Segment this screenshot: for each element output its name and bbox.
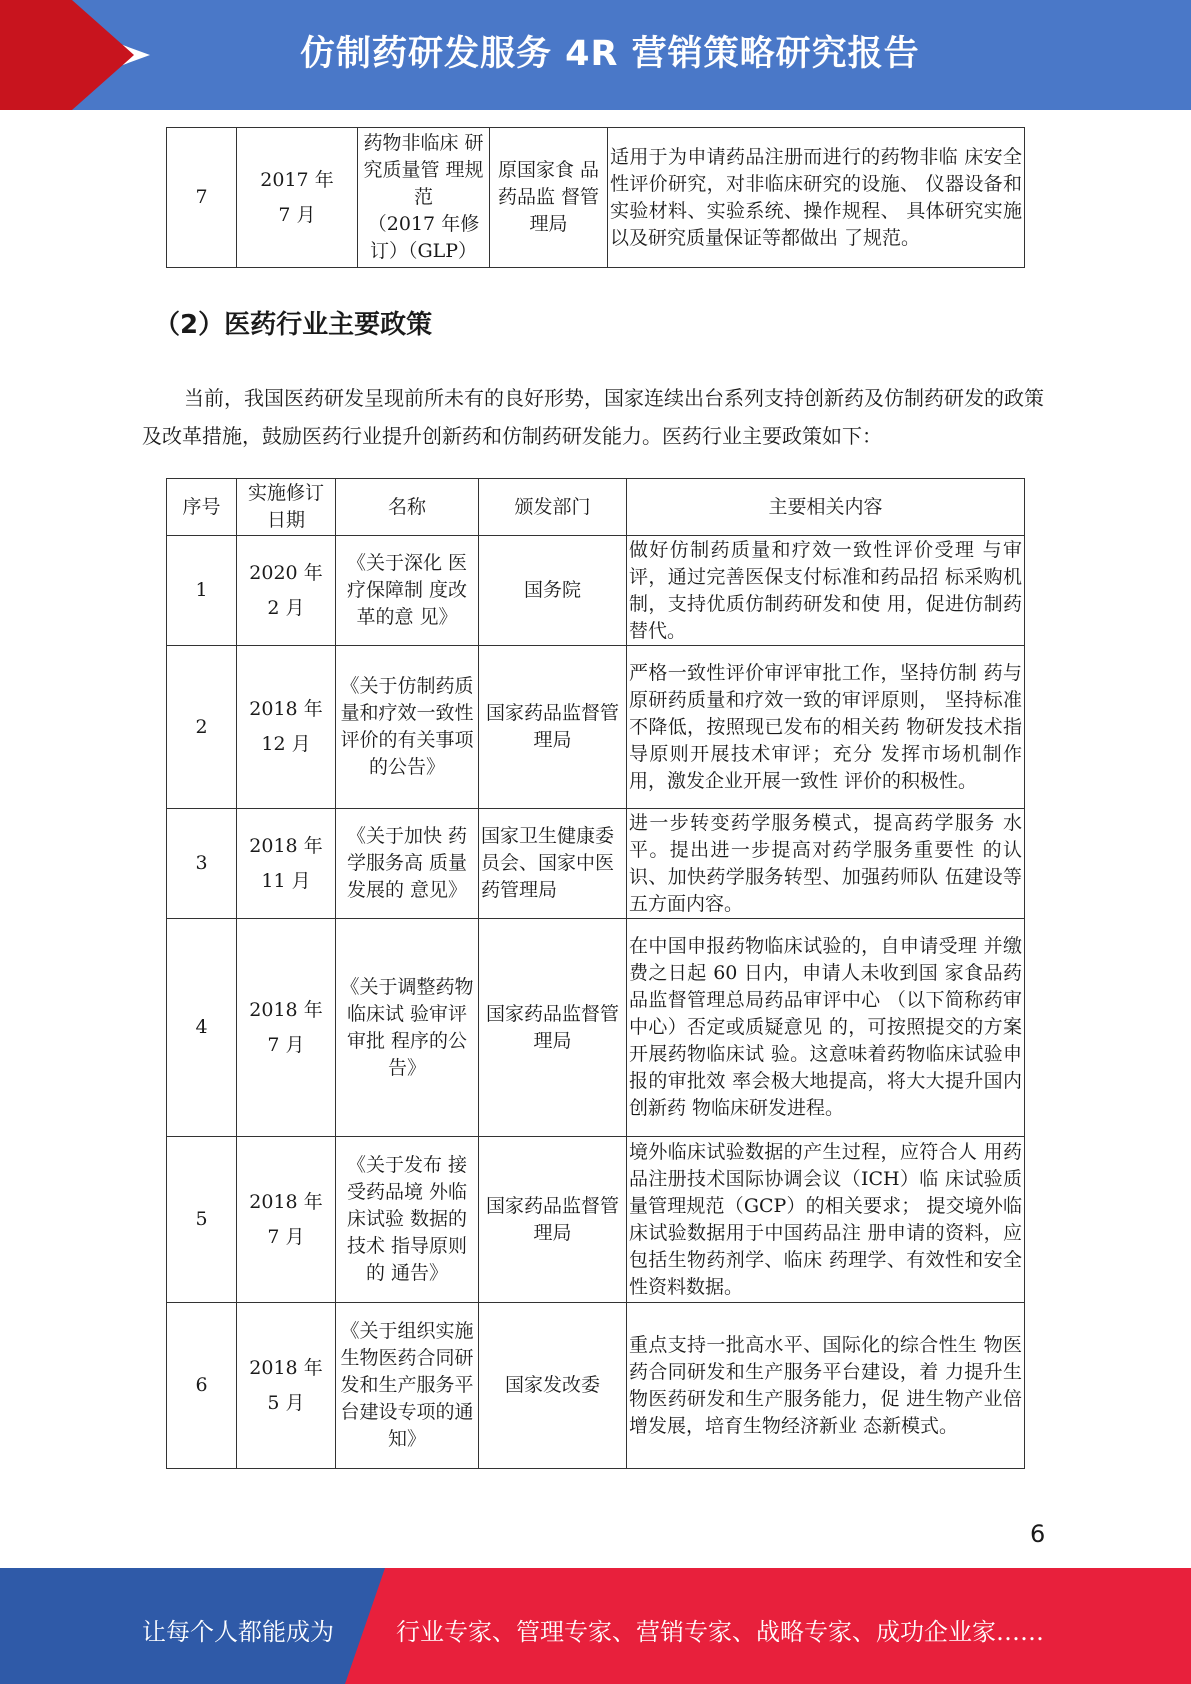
- row-content: 在中国申报药物临床试验的，自申请受理 并缴费之日起 60 日内，申请人未收到国 家食品药品监督管理总局药品审评中心 （以下简称药审中心）否定或质疑意见 的，可按照提交的方案开展药物临床试 验。这意味着药物临床试验申报的审批效 率会极大地提高，将大大提升国内创新药 物临床研发进程。: [627, 919, 1025, 1137]
- row-content: 适用于为申请药品注册而进行的药物非临 床安全性评价研究，对非临床研究的设施、 仪器设备和实验材料、实验系统、操作规程、 具体研究实施以及研究质量保证等都做出 了规范。: [608, 128, 1025, 268]
- row-number: 1: [167, 536, 237, 646]
- page-footer: [0, 1568, 1191, 1684]
- row-department: 国务院: [479, 536, 627, 646]
- regulation-table-continued: [166, 127, 1025, 268]
- column-header: 主要相关内容: [627, 479, 1025, 536]
- table-row: [167, 536, 1025, 646]
- section-title: （2）医药行业主要政策: [154, 310, 433, 340]
- table-header-row: [167, 479, 1025, 536]
- row-number: 4: [167, 919, 237, 1137]
- page-number: 6: [1030, 1520, 1046, 1548]
- row-name: 《关于仿制药质量和疗效一致性评价的有关事项的公告》: [336, 646, 479, 809]
- policy-table: [166, 478, 1025, 1469]
- row-department: 国家卫生健康委员会、国家中医药管理局: [479, 809, 627, 919]
- row-number: 3: [167, 809, 237, 919]
- column-header: 颁发部门: [479, 479, 627, 536]
- table-row: [167, 1137, 1025, 1303]
- row-date: 2018 年 7 月: [237, 919, 336, 1137]
- row-department: 国家发改委: [479, 1303, 627, 1469]
- header-red-arrow: [72, 0, 134, 110]
- row-department: 国家药品监督管理局: [479, 919, 627, 1137]
- row-date: 2018 年 11 月: [237, 809, 336, 919]
- row-content: 进一步转变药学服务模式，提高药学服务 水平。提出进一步提高对药学服务重要性 的认识、加快药学服务转型、加强药师队 伍建设等五方面内容。: [627, 809, 1025, 919]
- row-name: 《关于深化 医疗保障制 度改革的意 见》: [336, 536, 479, 646]
- table-row: [167, 809, 1025, 919]
- intro-paragraph: 当前，我国医药研发呈现前所未有的良好形势，国家连续出台系列支持创新药及仿制药研发的政策及改革措施，鼓励医药行业提升创新药和仿制药研发能力。医药行业主要政策如下：: [142, 386, 1044, 448]
- page-header: [0, 0, 1191, 110]
- report-title: 仿制药研发服务 4R 营销策略研究报告: [300, 34, 920, 74]
- row-department: 国家药品监督管理局: [479, 1137, 627, 1303]
- row-department: 原国家食 品药品监 督管理局: [490, 128, 608, 268]
- row-department: 国家药品监督管理局: [479, 646, 627, 809]
- column-header: 名称: [336, 479, 479, 536]
- row-number: 6: [167, 1303, 237, 1469]
- row-date: 2020 年 2 月: [237, 536, 336, 646]
- row-name: 《关于加快 药学服务高 质量发展的 意见》: [336, 809, 479, 919]
- row-name: 《关于调整药物临床试 验审评审批 程序的公告》: [336, 919, 479, 1137]
- table-row: [167, 128, 1025, 268]
- row-date: 2018 年 5 月: [237, 1303, 336, 1469]
- row-name: 药物非临床 研究质量管 理规范 （2017 年修订）（GLP）: [358, 128, 490, 268]
- row-number: 2: [167, 646, 237, 809]
- row-date: 2017 年 7 月: [237, 128, 358, 268]
- row-content: 境外临床试验数据的产生过程，应符合人 用药品注册技术国际协调会议（ICH）临 床试验质量管理规范（GCP）的相关要求； 提交境外临床试验数据用于中国药品注 册申请的资料，应包括生物药剂学、临床 药理学、有效性和安全性资料数据。: [627, 1137, 1025, 1303]
- row-number: 5: [167, 1137, 237, 1303]
- row-content: 严格一致性评价审评审批工作，坚持仿制 药与原研药质量和疗效一致的审评原则， 坚持标准不降低，按照现已发布的相关药 物研发技术指导原则开展技术审评；充分 发挥市场机制作用，激发企业开展一致性 评价的积极性。: [627, 646, 1025, 809]
- row-name: 《关于组织实施生物医药合同研发和生产服务平台建设专项的通知》: [336, 1303, 479, 1469]
- column-header: 实施修订日期: [237, 479, 336, 536]
- row-content: 重点支持一批高水平、国际化的综合性生 物医药合同研发和生产服务平台建设，着 力提升生物医药研发和生产服务能力，促 进生物产业倍增发展，培育生物经济新业 态新模式。: [627, 1303, 1025, 1469]
- header-red-band: [0, 0, 72, 110]
- row-date: 2018 年 7 月: [237, 1137, 336, 1303]
- row-date: 2018 年 12 月: [237, 646, 336, 809]
- row-number: 7: [167, 128, 237, 268]
- table-row: [167, 646, 1025, 809]
- footer-slogan-left: 让每个人都能成为: [142, 1618, 334, 1646]
- table-row: [167, 919, 1025, 1137]
- column-header: 序号: [167, 479, 237, 536]
- table-row: [167, 1303, 1025, 1469]
- row-content: 做好仿制药质量和疗效一致性评价受理 与审评，通过完善医保支付标准和药品招 标采购机制，支持优质仿制药研发和使 用，促进仿制药替代。: [627, 536, 1025, 646]
- footer-blue-slant: [345, 1568, 385, 1684]
- footer-slogan-right: 行业专家、管理专家、营销专家、战略专家、成功企业家……: [396, 1618, 1044, 1646]
- row-name: 《关于发布 接受药品境 外临床试验 数据的技术 指导原则的 通告》: [336, 1137, 479, 1303]
